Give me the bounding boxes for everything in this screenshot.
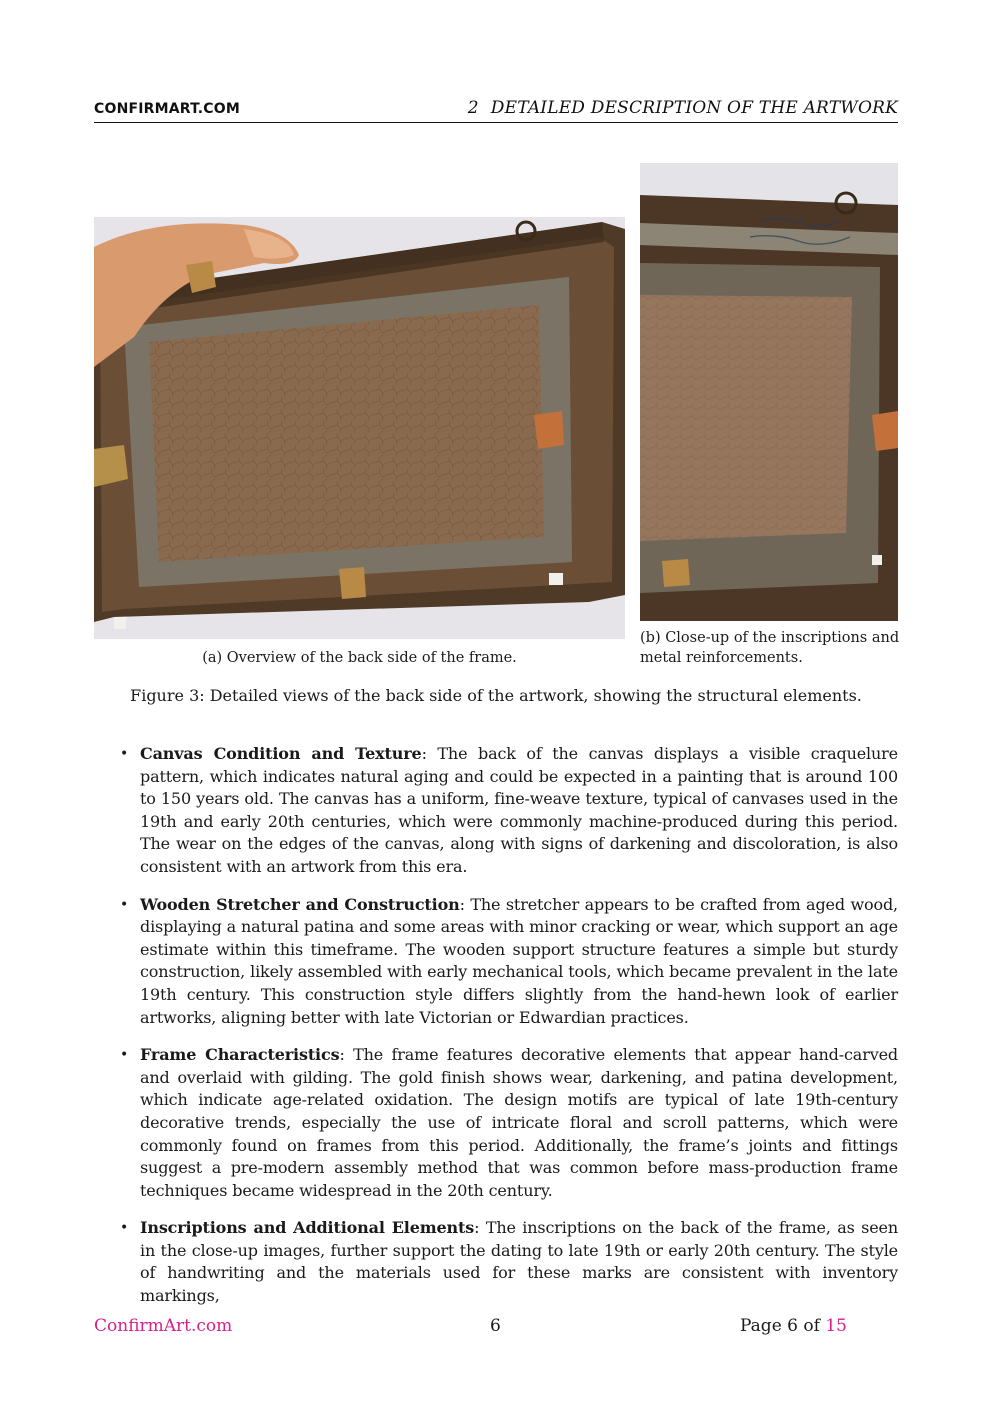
footer-site-link[interactable]: ConfirmArt.com: [94, 1316, 233, 1336]
list-item: [118, 1217, 898, 1307]
bullet-list: [118, 743, 898, 1323]
header-logo: CONFIRMART.COM: [94, 101, 241, 117]
bullet-text: : The inscriptions on the back of the frame, as seen in the close-up images, further support the dating to late 19th or early 20th century. The style of handwriting and the materials used for these marks are consistent with inventory markings,: [140, 1218, 898, 1306]
footer-total-pages-link[interactable]: 15: [825, 1316, 847, 1336]
running-header: [468, 98, 898, 118]
footer-page-indicator: [740, 1316, 847, 1336]
list-item: [118, 743, 898, 879]
bullet-text: : The frame features decorative elements that appear hand-carved and overlaid with gilding. The gold finish shows wear, darkening, and patina development, which indicate age-related oxidation. The design motifs are typical of late 19th-century decorative trends, especially the use of intricate floral and scroll patterns, which were commonly found on frames from this period. Additionally, the frame’s joints and fittings suggest a pre-modern assembly method that was common before mass-production frame techniques became widespread in the 20th century.: [140, 1045, 898, 1200]
photo-back-overview: [94, 217, 625, 639]
photo-inscriptions-closeup: [640, 163, 898, 621]
bullet-title: Canvas Condition and Texture: [140, 744, 422, 763]
bullet-icon: •: [120, 896, 129, 913]
figure-caption: Figure 3: Detailed views of the back side of the artwork, showing the structural elements.: [130, 686, 862, 705]
bullet-icon: •: [120, 1047, 129, 1064]
footer-page-number: 6: [490, 1316, 501, 1336]
list-item: [118, 1044, 898, 1202]
bullet-title: Wooden Stretcher and Construction: [140, 894, 460, 914]
subfigure-b-caption: (b) Close-up of the inscriptions and metal reinforcements.: [640, 630, 900, 666]
bullet-text: : The stretcher appears to be crafted from aged wood, displaying a natural patina and some areas with minor cracking or wear, which support an age estimate within this timeframe. The wooden support structure features a simple but sturdy construction, likely assembled with early mechanical tools, which became prevalent in the late 19th century. This construction style differs slightly from the hand-hewn look of earlier artworks, aligning better with late Victorian or Edwardian practices.: [140, 894, 898, 1027]
bullet-text: : The back of the canvas displays a visible craquelure pattern, which indicates natural aging and could be expected in a painting that is around 100 to 150 years old. The canvas has a uniform, fine-weave texture, typical of canvases used in the 19th and early 20th centuries, which were commonly machine-produced during this period. The wear on the edges of the canvas, along with signs of darkening and discoloration, is also consistent with an artwork from this era.: [140, 744, 898, 876]
bullet-title: Inscriptions and Additional Elements: [140, 1218, 475, 1238]
list-item: [118, 894, 898, 1030]
bullet-icon: •: [120, 1220, 129, 1237]
header-rule: [94, 122, 898, 123]
footer-page-label: Page 6 of: [740, 1316, 820, 1336]
subfigure-a-caption: (a) Overview of the back side of the frame.: [202, 650, 517, 666]
section-number: 2: [467, 98, 479, 118]
section-title: DETAILED DESCRIPTION OF THE ARTWORK: [490, 98, 898, 118]
bullet-title: Frame Characteristics: [140, 1045, 340, 1065]
bullet-icon: •: [120, 746, 129, 762]
